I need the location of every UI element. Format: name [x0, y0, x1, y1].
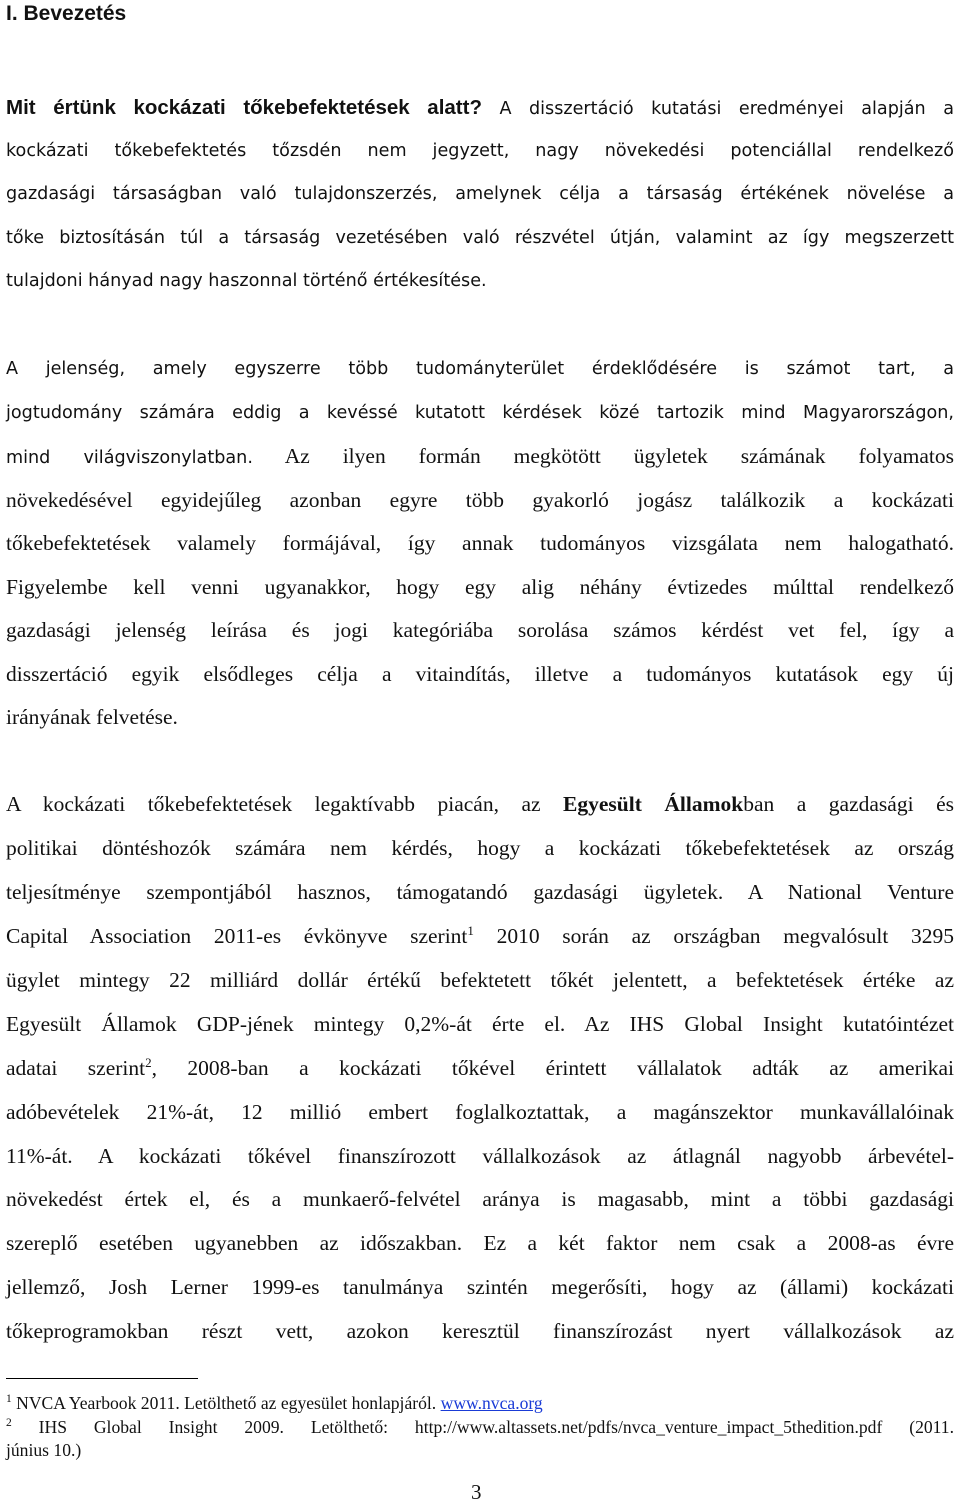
paragraph-line: növekedést értek el, és a munkaerő-felvétel aránya is magasabb, mint a többi gazdasági — [6, 1187, 954, 1212]
text-run: 2010 során az országban megvalósult 3295 — [473, 923, 955, 948]
footnote-link[interactable]: www.nvca.org — [440, 1393, 543, 1413]
bold-term: Egyesült Államok — [563, 792, 744, 816]
text-run: A disszertáció kutatási eredményei alapján a — [481, 99, 954, 119]
paragraph-definition — [6, 86, 954, 304]
paragraph-line: kockázati tőkebefektetés tőzsdén nem jegyzett, nagy növekedési potenciállal rendelkező — [6, 140, 954, 161]
text-run: ban a gazdasági és — [743, 792, 954, 816]
bold-question: Mit értünk kockázati tőkebefektetések alatt? — [6, 96, 482, 119]
footnote-1 — [6, 1392, 954, 1416]
text-run: adatai szerint — [6, 1055, 146, 1080]
footnote-number: 2 — [6, 1416, 12, 1429]
paragraph-line: tőkebefektetések valamely formájával, így annak tudományos vizsgálata nem halogatható. — [6, 531, 954, 555]
footnote-ref[interactable]: 2 — [145, 1054, 152, 1070]
paragraph-line: gazdasági társaságban való tulajdonszerzés, amelynek célja a társaság értékének növelése a — [6, 184, 954, 204]
footnote-separator — [6, 1378, 198, 1379]
text-run: Az ilyen formán megkötött ügyletek számának folyamatos — [252, 444, 954, 468]
footnotes — [6, 1392, 954, 1463]
paragraph-line: disszertáció egyik elsődleges célja a vitaindítás, illetve a tudományos kutatások egy új — [6, 661, 954, 686]
footnote-text: IHS Global Insight 2009. Letölthető: http://www.altassets.net/pdfs/nvca_venture_impact_5thedition.pdf (2011. — [11, 1416, 954, 1437]
paragraph-line — [6, 86, 954, 130]
paragraph-line: 11%-át. A kockázati tőkével finanszírozott vállalkozások az átlagnál nagyobb árbevétel- — [6, 1143, 954, 1168]
paragraph-significance-continued — [6, 479, 954, 740]
paragraph-line: adóbevételek 21%-át, 12 millió embert foglalkoztattak, a magánszektor munkavállalóinak — [6, 1099, 954, 1124]
paragraph-line: politikai döntéshozók számára nem kérdés, hogy a kockázati tőkebefektetések az ország — [6, 835, 954, 860]
text-run: , 2008-ban a kockázati tőkével érintett vállalatok adták az amerikai — [151, 1055, 954, 1080]
paragraph-line — [6, 915, 954, 959]
chapter-heading: I. Bevezetés — [6, 2, 127, 25]
paragraph-line: tőke biztosításán túl a társaság vezetésében való részvétel útján, valamint az így megszerzett — [6, 227, 954, 248]
paragraph-significance — [6, 348, 954, 479]
paragraph-line: teljesítménye szempontjából hasznos, támogatandó gazdasági ügyletek. A National Venture — [6, 879, 954, 904]
paragraph-line: tőkeprogramokban részt vett, azokon keresztül finanszírozást nyert vállalkozások az — [6, 1319, 954, 1344]
text-run: Capital Association 2011-es évkönyve szerint — [6, 923, 468, 948]
footnote-number: 1 — [6, 1393, 12, 1406]
paragraph-line — [6, 1047, 954, 1091]
paragraph-line: A jelenség, amely egyszerre több tudományterület érdeklődésére is számot tart, a — [6, 359, 954, 379]
text-run: mind világviszonylatban. — [6, 448, 253, 468]
footnote-2-continued: június 10.) — [6, 1440, 82, 1460]
document-page — [6, 0, 954, 1509]
footnote-ref[interactable]: 1 — [467, 922, 474, 938]
footnote-2 — [6, 1416, 954, 1440]
paragraph-line: Egyesült Államok GDP-jének mintegy 0,2%-át érte el. Az IHS Global Insight kutatóintézet — [6, 1011, 954, 1036]
paragraph-line: növekedésével egyidejűleg azonban egyre több gyakorló jogász találkozik a kockázati — [6, 487, 954, 512]
paragraph-line: gazdasági jelenség leírása és jogi kategóriába sorolása számos kérdést vet fel, így a — [6, 618, 954, 642]
text-run: A kockázati tőkebefektetések legaktívabb piacán, az — [6, 792, 564, 816]
paragraph-us-market — [6, 783, 954, 1354]
page-number: 3 — [471, 1480, 482, 1504]
paragraph-line: jellemző, Josh Lerner 1999-es tanulmánya szintén megerősíti, hogy az (állami) kockázati — [6, 1275, 954, 1300]
paragraph-line: ügylet mintegy 22 milliárd dollár értékű befektetett tőkét jelentett, a befektetések értéke az — [6, 967, 954, 992]
footnote-text: NVCA Yearbook 2011. Letölthető az egyesület honlapjáról. — [11, 1393, 441, 1413]
paragraph-line — [6, 783, 954, 827]
paragraph-line: szereplő esetében ugyanebben az időszakban. Ez a két faktor nem csak a 2008-as évre — [6, 1231, 954, 1256]
paragraph-line: irányának felvetése. — [6, 705, 178, 729]
paragraph-line — [6, 435, 954, 479]
paragraph-line: tulajdoni hányad nagy haszonnal történő értékesítése. — [6, 271, 487, 291]
paragraph-line: jogtudomány számára eddig a kevéssé kutatott kérdések közé tartozik mind Magyarországon, — [6, 402, 954, 423]
paragraph-line: Figyelembe kell venni ugyanakkor, hogy egy alig néhány évtizedes múlttal rendelkező — [6, 574, 954, 599]
